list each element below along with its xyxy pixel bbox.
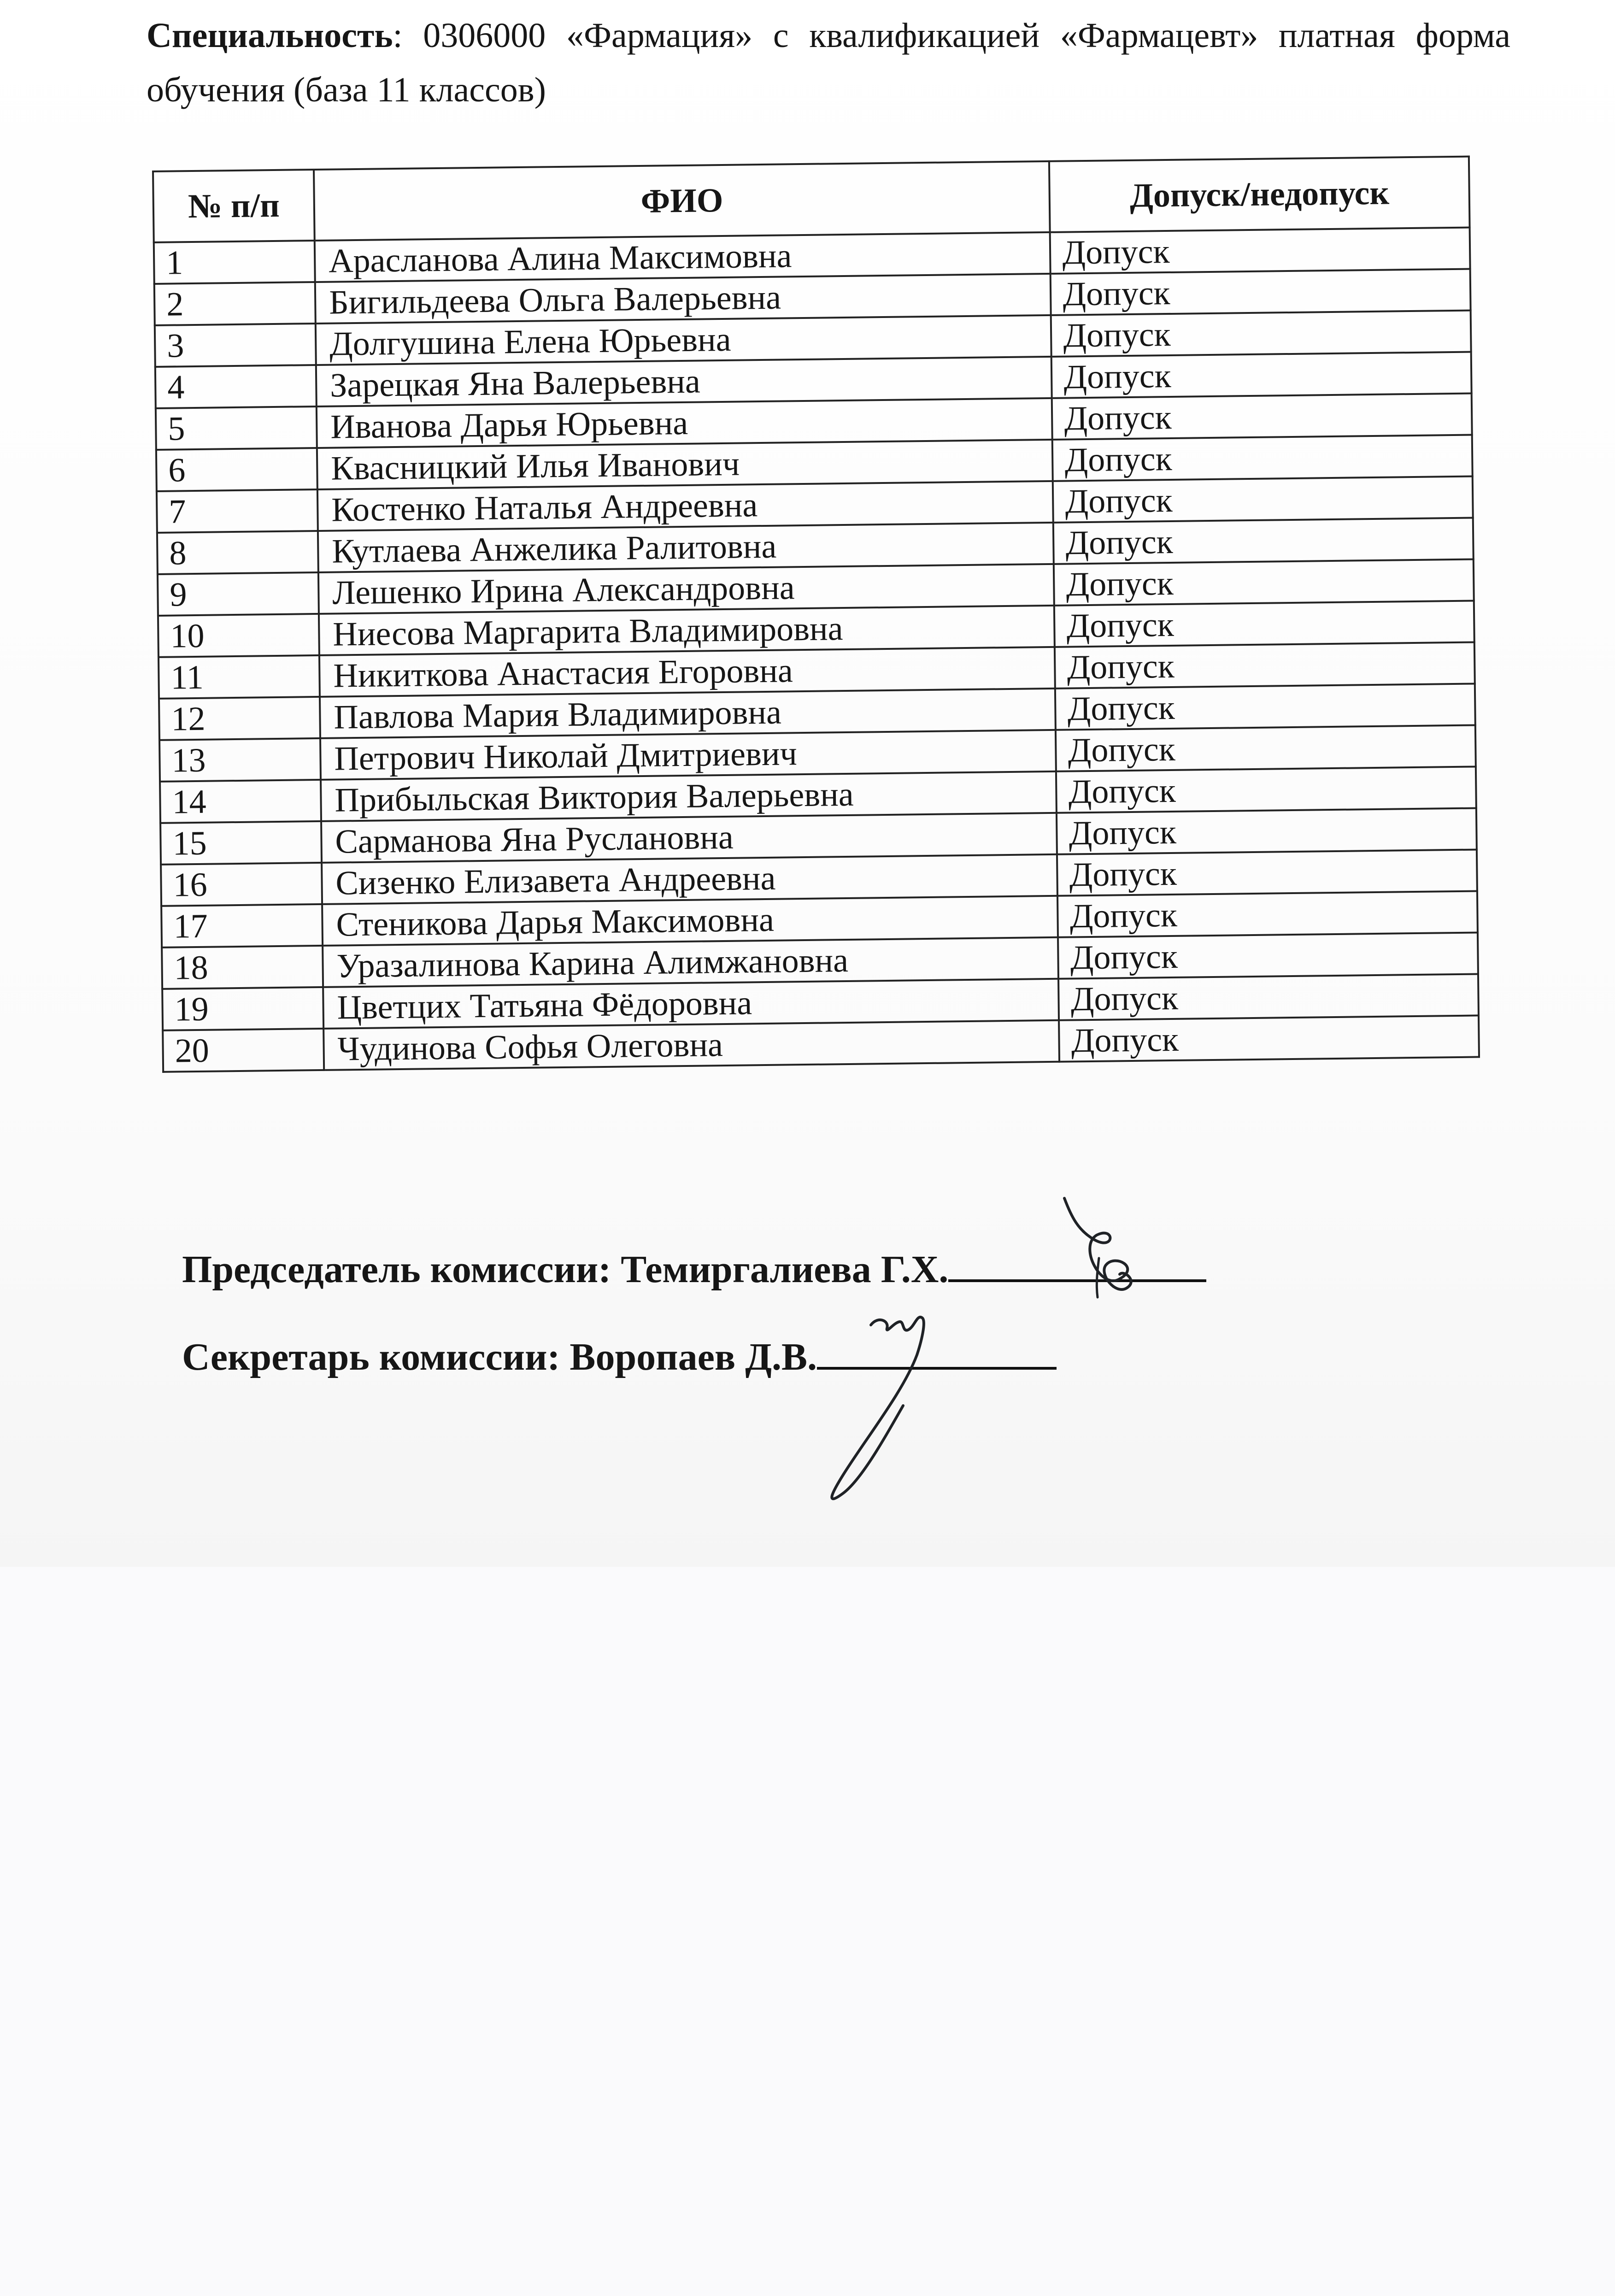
row-admission-status: Допуск <box>1056 766 1476 812</box>
row-number: 12 <box>159 697 320 740</box>
row-admission-status: Допуск <box>1051 269 1471 315</box>
row-admission-status: Допуск <box>1057 849 1477 895</box>
row-fio: Костенко Наталья Андреевна <box>317 481 1053 531</box>
chair-signature-icon <box>1046 1189 1157 1309</box>
row-number: 3 <box>155 324 316 367</box>
row-fio: Цветцих Татьяна Фёдоровна <box>323 979 1059 1029</box>
row-number: 16 <box>161 863 322 906</box>
row-admission-status: Допуск <box>1050 228 1470 274</box>
row-fio: Прибыльская Виктория Валерьевна <box>321 771 1057 821</box>
row-fio: Зарецкая Яна Валерьевна <box>316 357 1052 406</box>
row-fio: Чудинова Софья Олеговна <box>323 1020 1059 1070</box>
secretary-label: Секретарь комиссии: Воропаев Д.В. <box>182 1336 817 1378</box>
row-admission-status: Допуск <box>1056 725 1476 771</box>
row-fio: Бигильдеева Ольга Валерьевна <box>315 274 1051 324</box>
table-body <box>154 228 1479 1072</box>
row-admission-status: Допуск <box>1054 559 1474 606</box>
row-number: 13 <box>159 738 321 782</box>
row-number: 11 <box>159 655 320 699</box>
admission-table <box>152 156 1480 1073</box>
row-admission-status: Допуск <box>1059 1015 1479 1061</box>
row-admission-status: Допуск <box>1052 394 1472 440</box>
row-fio: Ниесова Маргарита Владимировна <box>319 606 1055 655</box>
row-admission-status: Допуск <box>1057 891 1478 937</box>
row-number: 5 <box>156 406 317 450</box>
row-admission-status: Допуск <box>1054 601 1474 647</box>
header-number: № п/п <box>153 170 315 242</box>
row-fio: Квасницкий Илья Иванович <box>317 440 1053 489</box>
row-fio: Сизенко Елизавета Андреевна <box>322 854 1057 904</box>
row-admission-status: Допуск <box>1057 808 1477 854</box>
row-admission-status: Допуск <box>1053 518 1474 564</box>
row-fio: Никиткова Анастасия Егоровна <box>319 647 1055 697</box>
header-fio: ФИО <box>314 161 1050 241</box>
row-number: 20 <box>163 1029 324 1072</box>
row-admission-status: Допуск <box>1055 642 1475 689</box>
row-admission-status: Допуск <box>1055 684 1475 730</box>
specialty-text: : 0306000 «Фармация» с квалификацией «Фармацевт» платная форма обучения (база 11 классов) <box>147 16 1510 109</box>
row-number: 2 <box>154 282 316 325</box>
row-fio: Петрович Николай Дмитриевич <box>320 730 1056 780</box>
row-number: 8 <box>157 531 318 574</box>
row-admission-status: Допуск <box>1053 477 1473 523</box>
row-fio: Иванова Дарья Юрьевна <box>317 398 1052 448</box>
row-number: 14 <box>160 780 321 823</box>
row-admission-status: Допуск <box>1051 352 1472 398</box>
row-fio: Павлова Мария Владимировна <box>320 689 1056 738</box>
row-fio: Стеникова Дарья Максимовна <box>322 896 1058 946</box>
specialty-paragraph <box>147 8 1510 117</box>
row-number: 17 <box>161 904 323 948</box>
row-number: 19 <box>162 987 323 1030</box>
row-number: 7 <box>157 489 318 533</box>
secretary-signature-icon <box>779 1300 972 1521</box>
row-number: 9 <box>158 572 319 616</box>
row-fio: Кутлаева Анжелика Ралитовна <box>318 523 1054 572</box>
header-admission: Допуск/недопуск <box>1049 157 1469 232</box>
row-fio: Арасланова Алина Максимовна <box>315 232 1051 282</box>
specialty-label: Специальность <box>147 16 393 55</box>
row-number: 4 <box>155 365 317 408</box>
row-fio: Сарманова Яна Руслановна <box>321 813 1057 863</box>
row-number: 1 <box>154 241 315 284</box>
chair-label: Председатель комиссии: Темиргалиева Г.Х. <box>182 1248 949 1291</box>
row-fio: Уразалинова Карина Алимжановна <box>323 937 1058 987</box>
row-admission-status: Допуск <box>1051 311 1471 357</box>
row-admission-status: Допуск <box>1058 932 1478 978</box>
admission-table-wrapper <box>152 156 1480 1073</box>
row-admission-status: Допуск <box>1058 974 1479 1020</box>
row-fio: Лешенко Ирина Александровна <box>318 564 1054 614</box>
row-number: 18 <box>162 946 323 989</box>
row-admission-status: Допуск <box>1052 435 1473 481</box>
row-number: 15 <box>160 821 322 865</box>
row-fio: Долгушина Елена Юрьевна <box>316 315 1051 365</box>
row-number: 6 <box>156 448 317 491</box>
row-number: 10 <box>158 614 319 657</box>
